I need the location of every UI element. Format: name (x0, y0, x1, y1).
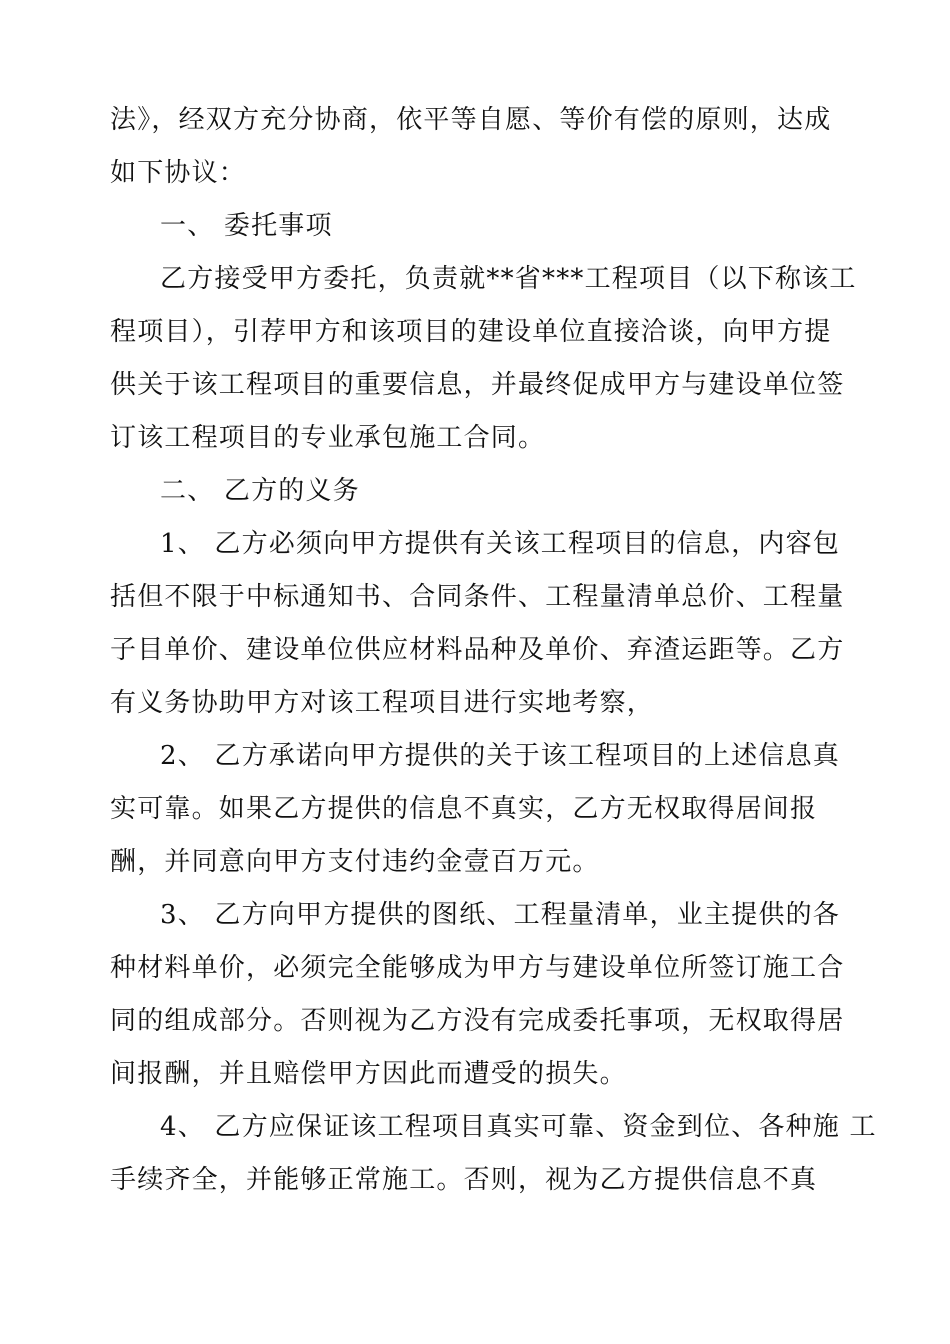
paragraph-line: 3、 乙方向甲方提供的图纸、工程量清单，业主提供的各 (160, 900, 841, 930)
paragraph-line: 1、 乙方必须向甲方提供有关该工程项目的信息，内容包 (160, 529, 841, 559)
paragraph-line: 供关于该工程项目的重要信息，并最终促成甲方与建设单位签 (110, 370, 845, 400)
paragraph-line: 间报酬，并且赔偿甲方因此而遭受的损失。 (110, 1059, 627, 1089)
paragraph-line: 酬，并同意向甲方支付违约金壹百万元。 (110, 847, 600, 877)
paragraph-line: 同的组成部分。否则视为乙方没有完成委托事项，无权取得居 (110, 1006, 845, 1036)
paragraph-line: 括但不限于中标通知书、合同条件、工程量清单总价、工程量 (110, 582, 845, 612)
paragraph-line: 子目单价、建设单位供应材料品种及单价、弃渣运距等。乙方 (110, 635, 845, 665)
paragraph-line: 程项目），引荐甲方和该项目的建设单位直接洽谈，向甲方提 (110, 317, 832, 347)
paragraph-line: 有义务协助甲方对该工程项目进行实地考察， (110, 688, 655, 718)
paragraph-line: 乙方接受甲方委托，负责就**省***工程项目（以下称该工 (160, 264, 857, 294)
paragraph-line: 订该工程项目的专业承包施工合同。 (110, 423, 546, 453)
paragraph-line: 实可靠。如果乙方提供的信息不真实，乙方无权取得居间报 (110, 794, 818, 824)
paragraph-line: 2、 乙方承诺向甲方提供的关于该工程项目的上述信息真 (160, 741, 841, 771)
paragraph-line: 4、 乙方应保证该工程项目真实可靠、资金到位、各种施 工 (160, 1112, 877, 1142)
paragraph-line: 法》，经双方充分协商，依平等自愿、等价有偿的原则，达成 (110, 105, 832, 135)
paragraph-line: 手续齐全，并能够正常施工。否则，视为乙方提供信息不真 (110, 1165, 818, 1195)
paragraph-line: 如下协议： (110, 158, 247, 188)
section-heading-1: 一、 委托事项 (160, 211, 333, 241)
paragraph-line: 种材料单价，必须完全能够成为甲方与建设单位所签订施工合 (110, 953, 845, 983)
section-heading-2: 二、 乙方的义务 (160, 476, 360, 506)
